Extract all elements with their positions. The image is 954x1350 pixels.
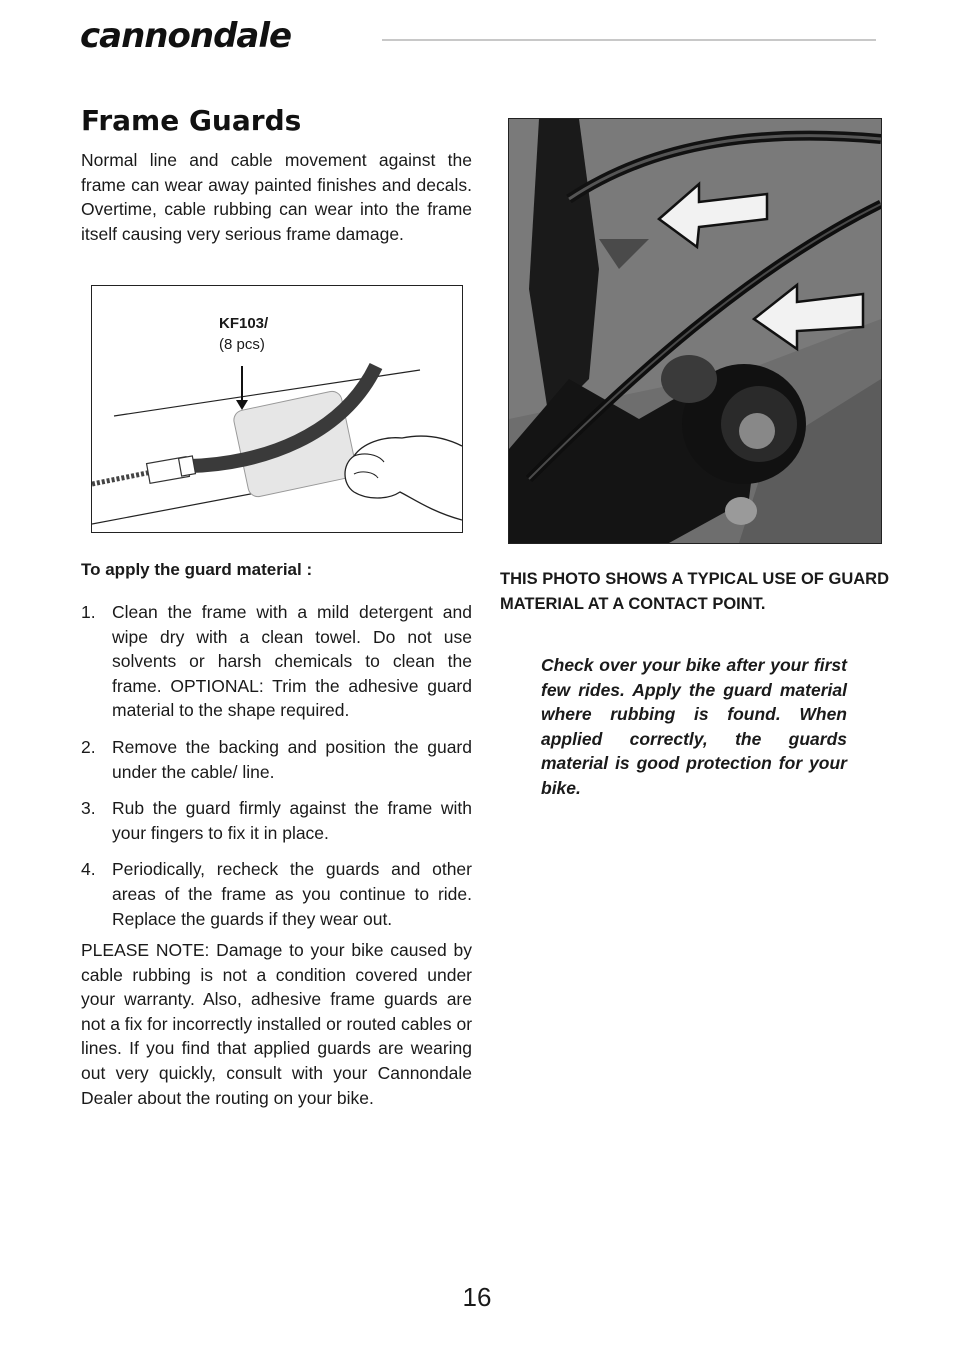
step-number: 1. bbox=[81, 602, 96, 622]
step-item bbox=[81, 857, 472, 931]
photo-caption: THIS PHOTO SHOWS A TYPICAL USE OF GUARD MATERIAL AT A CONTACT POINT. bbox=[500, 570, 889, 613]
instruction-steps bbox=[81, 600, 472, 943]
page-number: 16 bbox=[462, 1282, 492, 1312]
step-number: 4. bbox=[81, 859, 96, 880]
quantity-label: (8 pcs) bbox=[219, 336, 265, 353]
step-text: Clean the frame with a mild detergent and wipe dry with a clean towel. Do not use solvents or harsh chemicals to clean the frame. OPTIONAL: Trim the adhesive guard material to the shape required. bbox=[112, 602, 472, 721]
contact-point-photo bbox=[508, 118, 882, 544]
part-number-label: KF103/ bbox=[219, 315, 269, 332]
intro-paragraph: Normal line and cable movement against the frame can wear away painted finishes and decals. Overtime, cable rubbing can wear into the frame itself causing very serious frame damage. bbox=[81, 150, 472, 244]
step-number: 2. bbox=[81, 736, 96, 757]
guard-application-illustration bbox=[91, 285, 463, 533]
brand-logo: cannondale bbox=[80, 16, 292, 56]
step-item bbox=[81, 600, 472, 723]
inspection-tip: Check over your bike after your first few rides. Apply the guard material where rubbing is found. When applied correctly, the guards material is good protection for your bike. bbox=[541, 655, 847, 798]
page-title: Frame Guards bbox=[81, 104, 302, 137]
step-item bbox=[81, 796, 472, 845]
step-text: Remove the backing and position the guard under the cable/ line. bbox=[112, 736, 472, 782]
step-item bbox=[81, 735, 472, 784]
photo-drawing bbox=[509, 119, 881, 543]
header-divider bbox=[382, 39, 876, 41]
illustration-drawing bbox=[92, 286, 462, 532]
step-text: Rub the guard firmly against the frame with your fingers to fix it in place. bbox=[112, 798, 472, 843]
step-text: Periodically, recheck the guards and other areas of the frame as you continue to ride. Replace the guards if they wear out. bbox=[112, 859, 472, 929]
warranty-note: PLEASE NOTE: Damage to your bike caused by cable rubbing is not a condition covered under your warranty. Also, adhesive frame guards are not a fix for incorrectly installed or routed cables or lines. If you find that applied guards are wearing out very quickly, consult with your Cannondale Dealer about the routing on your bike. bbox=[81, 940, 473, 1108]
instructions-heading: To apply the guard material : bbox=[81, 560, 313, 579]
step-number: 3. bbox=[81, 798, 96, 819]
